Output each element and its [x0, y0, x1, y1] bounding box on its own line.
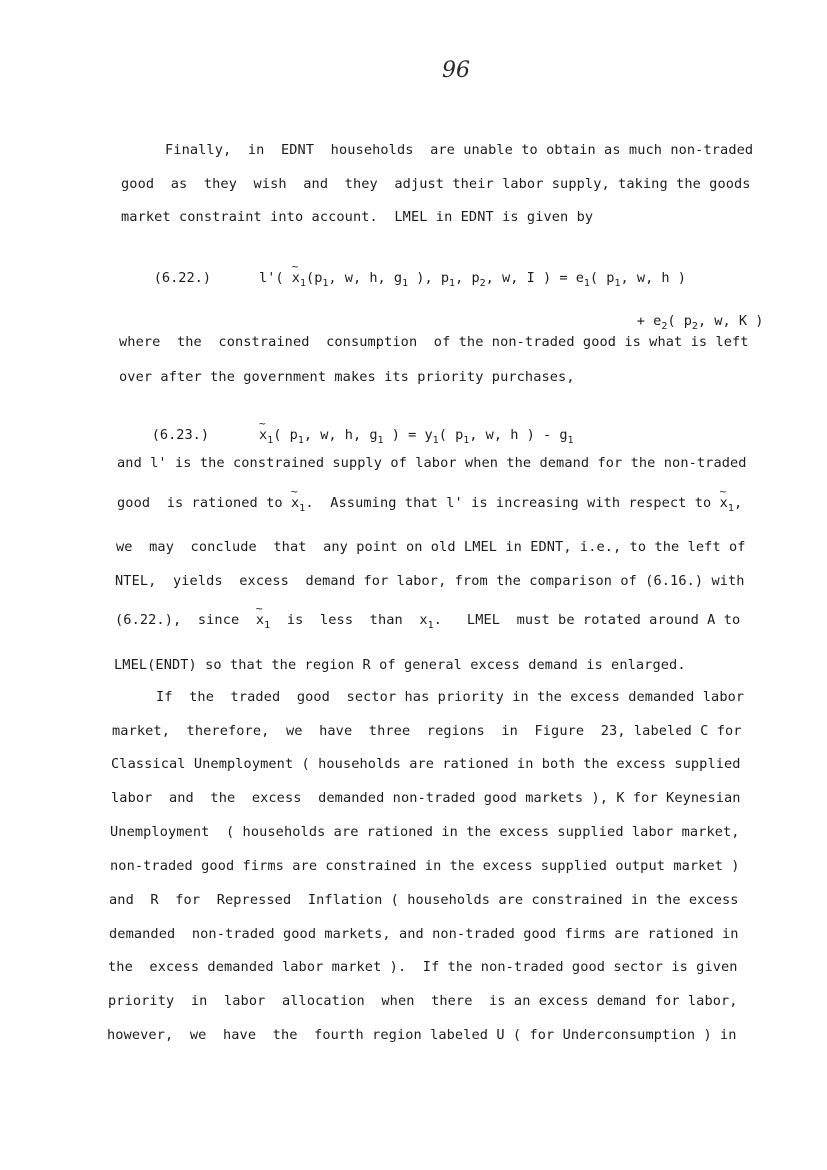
text-line: non-traded good firms are constrained in the excess supplied output market ): [110, 858, 740, 874]
text-line: however, we have the fourth region labeled U ( for Underconsumption ) in: [107, 1027, 737, 1043]
text-line: Finally, in EDNT households are unable to obtain as much non-traded: [165, 142, 754, 158]
text-line-with-math: (6.22.), since ~ $x_1$ is less than $x_1$. LMEL must be rotated around A to: [115, 612, 740, 628]
text-line: over after the government makes its priority purchases,: [119, 369, 575, 385]
text-line: NTEL, yields excess demand for labor, from the comparison of (6.16.) with: [115, 573, 745, 589]
equation-6-23: (6.23.)~ $x_1$( $p_1$, w, h, $g_1$ ) = $y_1$( $p_1$, w, h ) - $g_1$: [119, 411, 574, 459]
text-line: and l' is the constrained supply of labor when the demand for the non-traded: [117, 455, 747, 471]
text-line: market, therefore, we have three regions in Figure 23, labeled C for: [112, 723, 742, 739]
text-line: market constraint into account. LMEL in EDNT is given by: [121, 209, 594, 225]
text-line: we may conclude that any point on old LMEL in EDNT, i.e., to the left of: [116, 539, 746, 555]
x-tilde: ~ x: [720, 495, 728, 511]
text-line: the excess demanded labor market ). If the non-traded good sector is given: [108, 959, 738, 975]
text-line: good as they wish and they adjust their labor supply, taking the goods: [121, 176, 751, 192]
text-line: If the traded good sector has priority in the excess demanded labor: [156, 689, 745, 705]
equation-label: (6.23.): [151, 427, 210, 443]
text-line: Unemployment ( households are rationed in the excess supplied labor market,: [110, 824, 740, 840]
text-line: Classical Unemployment ( households are rationed in both the excess supplied: [111, 756, 741, 772]
text-line: priority in labor allocation when there is an excess demand for labor,: [108, 993, 738, 1009]
x-tilde: ~ x: [292, 270, 300, 286]
page-number: 96: [442, 58, 470, 83]
text-line: where the constrained consumption of the non-traded good is what is left: [119, 334, 749, 350]
equation-6-22: (6.22.) l'( ~ $x_1(p_1$, w, h, $g_1$ ), $p_1$, $p_2$, w, I ) = $e_1$( $p_1$, w, h ): [121, 254, 686, 302]
equation-6-22-continuation: + $e_2$( $p_2$, w, K ): [636, 313, 764, 332]
text-line: labor and the excess demanded non-traded good markets ), K for Keynesian: [111, 790, 741, 806]
text-line: demanded non-traded good markets, and non-traded good firms are rationed in: [109, 926, 739, 942]
text-line: and R for Repressed Inflation ( households are constrained in the excess: [109, 892, 739, 908]
text-line-with-math: good is rationed to ~ $x_1$. Assuming that l' is increasing with respect to ~ $x_1$,: [117, 495, 742, 511]
x-tilde: ~ x: [291, 495, 299, 511]
x-tilde: ~ x: [256, 612, 264, 628]
text-line: LMEL(ENDT) so that the region R of general excess demand is enlarged.: [114, 657, 686, 673]
x-tilde: ~ x: [259, 427, 267, 443]
equation-label: (6.22.): [153, 270, 212, 286]
